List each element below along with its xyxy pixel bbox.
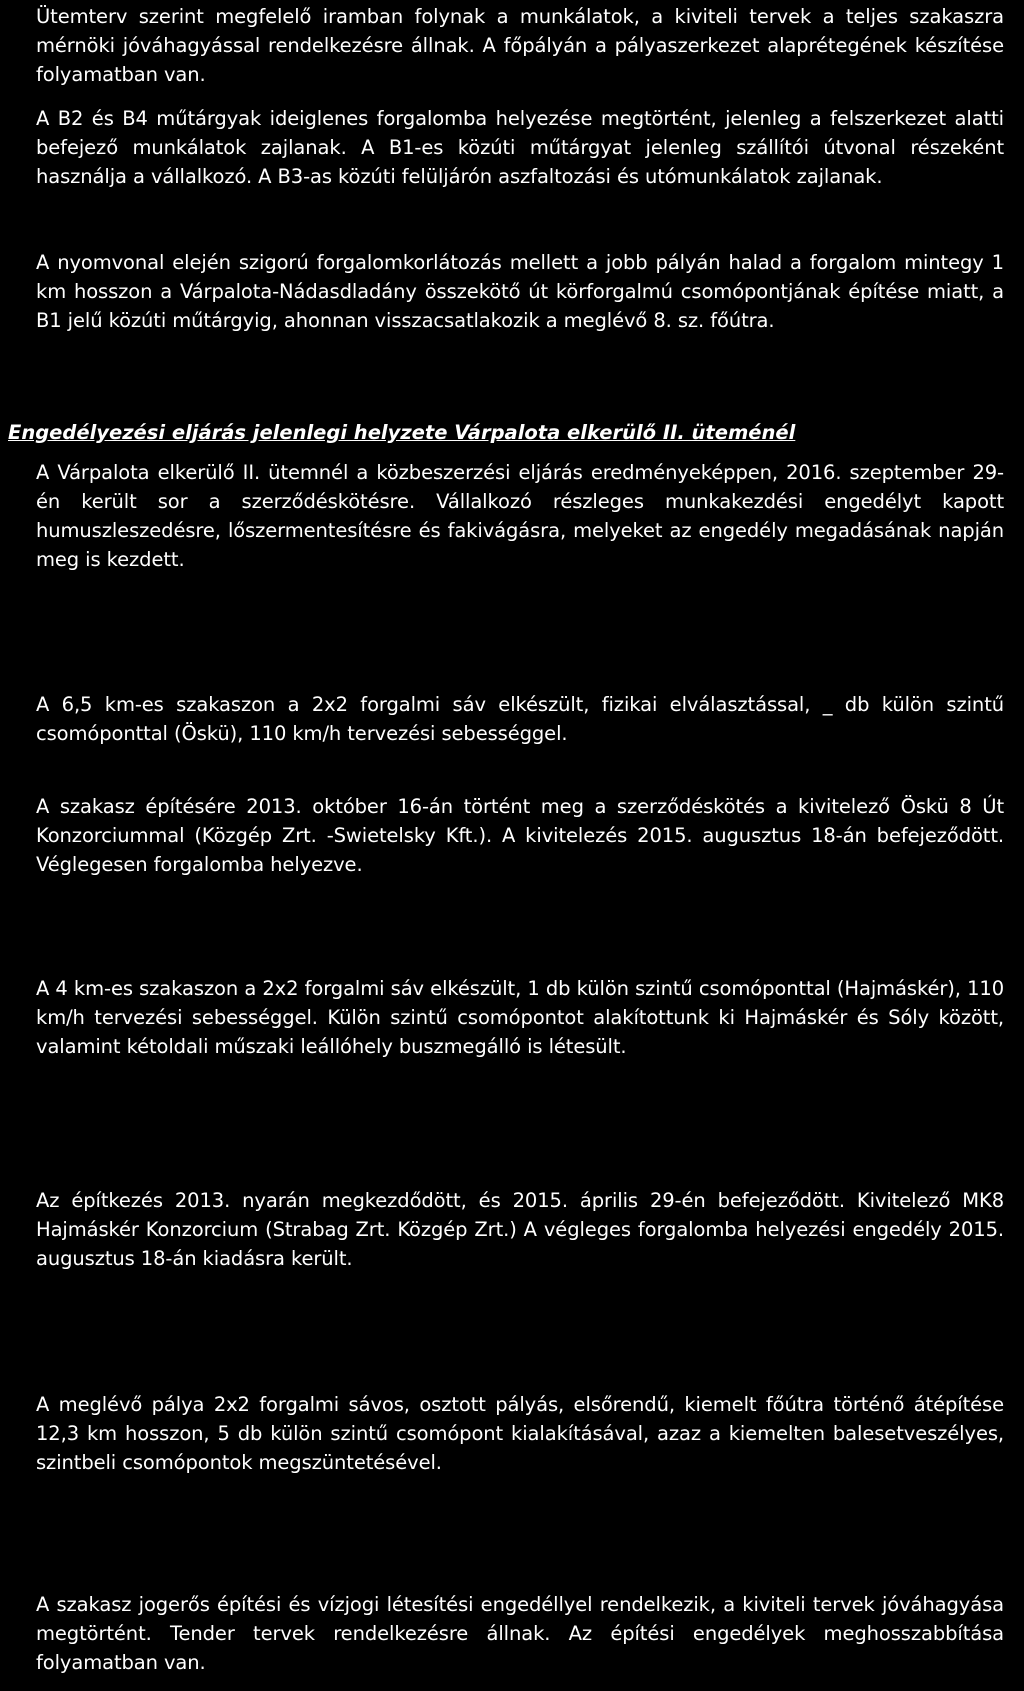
paragraph-structures-status: A B2 és B4 műtárgyak ideiglenes forgalomba helyezése megtörtént, jelenleg a felszerkezet alatti befejező munkálatok zajlanak. A B1-es közúti műtárgyat jelenleg szállítói útvonal részeként használja a vállalkozó. A B3-as közúti felüljárón aszfaltozási és utómunkálatok zajlanak. <box>36 107 1004 188</box>
paragraph-schedule-status: Ütemterv szerint megfelelő iramban folynak a munkálatok, a kiviteli tervek a teljes szakaszra mérnöki jóváhagyással rendelkezésre állnak. A főpályán a pályaszerkezet alaprétegének készítése folyamatban van. <box>36 5 1004 86</box>
paragraph-hajmasker-section: A 4 km-es szakaszon a 2x2 forgalmi sáv elkészült, 1 db külön szintű csomóponttal (Hajmáskér), 110 km/h tervezési sebességgel. Külön szintű csomópontot alakítottunk ki Hajmáskér és Sóly között, valamint kétoldali műszaki leállóhely buszmegálló is létesült. <box>36 977 1004 1058</box>
paragraph-road-reconstruction: A meglévő pálya 2x2 forgalmi sávos, osztott pályás, elsőrendű, kiemelt főútra történő átépítése 12,3 km hosszon, 5 db külön szintű csomópont kialakításával, azaz a kiemelten balesetveszélyes, szintbeli csomópontok megszüntetésével. <box>36 1393 1004 1474</box>
paragraph-permits-status: A szakasz jogerős építési és vízjogi létesítési engedéllyel rendelkezik, a kiviteli tervek jóváhagyása megtörtént. Tender tervek rendelkezésre állnak. Az építési engedélyek meghosszabbítása folyamatban van. <box>36 1593 1004 1674</box>
paragraph-hajmasker-construction: Az építkezés 2013. nyarán megkezdődött, és 2015. április 29-én befejeződött. Kivitelező MK8 Hajmáskér Konzorcium (Strabag Zrt. Közgép Zrt.) A végleges forgalomba helyezési engedély 2015. augusztus 18-án kiadásra került. <box>36 1189 1004 1270</box>
paragraph-varpalota-bypass-phase2: A Várpalota elkerülő II. ütemnél a közbeszerzési eljárás eredményeképpen, 2016. szeptember 29-én került sor a szerződéskötésre. Vállalkozó részleges munkakezdési engedélyt kapott humuszleszedésre, lőszermentesítésre és fakivágásra, melyeket az engedély megadásának napján meg is kezdett. <box>36 461 1004 571</box>
paragraph-traffic-restriction: A nyomvonal elején szigorú forgalomkorlátozás mellett a jobb pályán halad a forgalom mintegy 1 km hosszon a Várpalota-Nádasdladány összekötő út körforgalmú csomópontjának építése miatt, a B1 jelű közúti műtárgyig, ahonnan visszacsatlakozik a meglévő 8. sz. főútra. <box>36 251 1004 332</box>
paragraph-osku-section: A 6,5 km-es szakaszon a 2x2 forgalmi sáv elkészült, fizikai elválasztással, _ db külön szintű csomóponttal (Öskü), 110 km/h tervezési sebességgel. <box>36 693 1004 745</box>
paragraph-osku-contract: A szakasz építésére 2013. október 16-án történt meg a szerződéskötés a kivitelező Öskü 8 Út Konzorciummal (Közgép Zrt. -Swietelsky Kft.). A kivitelezés 2015. augusztus 18-án befejeződött. Véglegesen forgalomba helyezve. <box>36 795 1004 876</box>
section-heading-permitting: Engedélyezési eljárás jelenlegi helyzete Várpalota elkerülő II. üteménél <box>8 421 796 444</box>
